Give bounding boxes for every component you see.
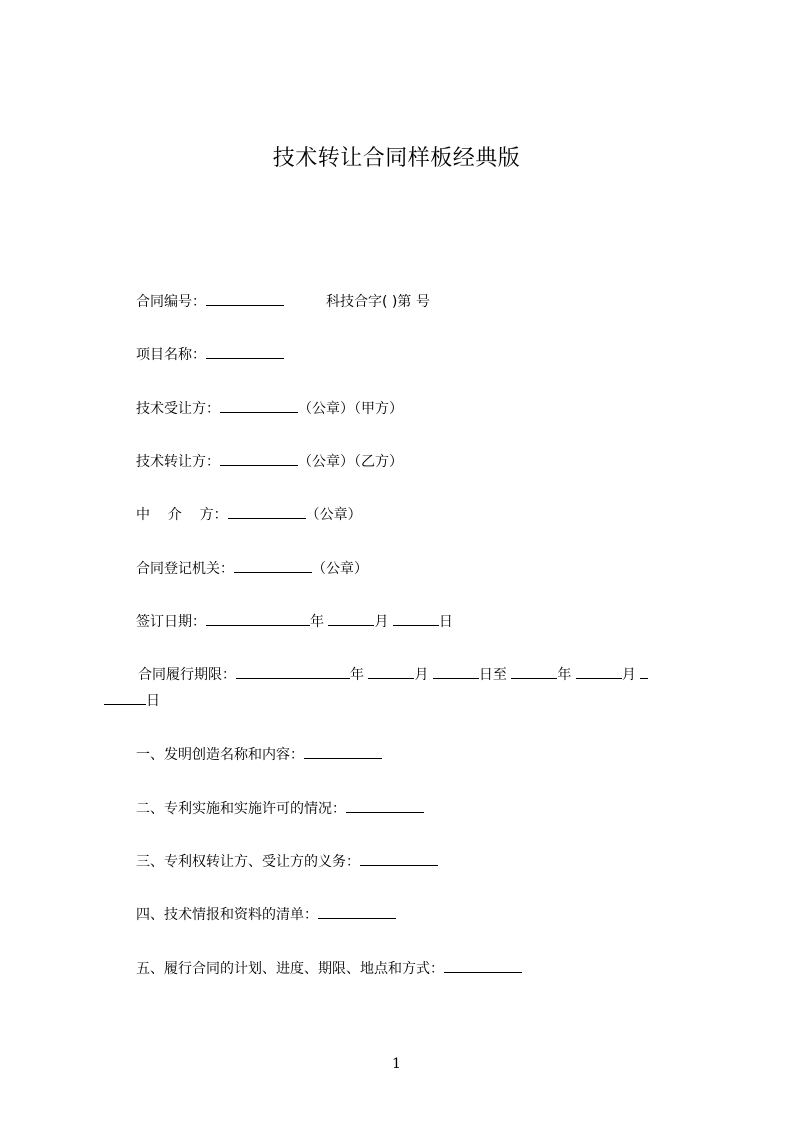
sign-date-label: 签订日期： (136, 614, 206, 630)
sign-date-line (136, 611, 453, 632)
transferee-blank (220, 398, 298, 413)
intermediary-line (136, 504, 362, 525)
section-1-label: 一、发明创造名称和内容： (136, 747, 304, 763)
contract-number-suffix: 科技合字( )第 号 (326, 294, 430, 310)
year-label: 年 (310, 614, 324, 630)
term-end-day-label: 日 (146, 693, 160, 709)
transferee-line (136, 398, 403, 419)
section-5-label: 五、履行合同的计划、进度、期限、地点和方式： (136, 961, 444, 977)
month-label: 月 (374, 614, 389, 630)
term-label: 合同履行期限： (138, 667, 236, 683)
project-name-label: 项目名称： (136, 347, 206, 363)
section-2 (136, 798, 424, 819)
section-4-blank (318, 904, 396, 919)
section-3-label: 三、专利权转让方、受让方的义务： (136, 854, 360, 870)
intermediary-label: 中 介 方： (136, 507, 228, 523)
sign-day-blank (393, 611, 439, 626)
section-4-label: 四、技术情报和资料的清单： (136, 907, 318, 923)
sign-year-blank (206, 611, 310, 626)
term-end-year-blank (511, 664, 557, 679)
intermediary-blank (228, 504, 306, 519)
contract-number-line (136, 291, 430, 312)
registry-blank (234, 558, 312, 573)
term-end-year-label: 年 (557, 667, 572, 683)
transferee-suffix: （公章）（甲方） (298, 401, 403, 417)
section-2-label: 二、专利实施和实施许可的情况： (136, 801, 346, 817)
intermediary-suffix: （公章） (305, 507, 362, 523)
term-line-continued (104, 690, 160, 711)
section-3-blank (360, 851, 438, 866)
section-5-blank (444, 958, 522, 973)
sign-month-blank (328, 611, 374, 626)
transferor-line (136, 451, 403, 472)
day-label: 日 (438, 614, 453, 630)
term-end-day-blank-start (640, 664, 648, 679)
registry-line (136, 558, 368, 579)
section-1-blank (304, 744, 382, 759)
term-year-blank (236, 664, 350, 679)
term-month-blank (368, 664, 414, 679)
contract-number-blank (206, 291, 284, 306)
transferor-label: 技术转让方： (136, 454, 220, 470)
transferee-label: 技术受让方： (136, 401, 220, 417)
term-month-label: 月 (414, 667, 429, 683)
section-4 (136, 904, 396, 925)
term-end-day-blank (104, 690, 146, 705)
document-title: 技术转让合同样板经典版 (272, 146, 521, 171)
term-day-blank (433, 664, 479, 679)
section-3 (136, 851, 438, 872)
transferor-blank (220, 451, 298, 466)
term-day-to-label: 日至 (478, 667, 507, 683)
section-2-blank (346, 798, 424, 813)
page-number: 1 (392, 1056, 401, 1072)
registry-suffix: （公章） (312, 561, 368, 577)
term-end-month-blank (576, 664, 622, 679)
contract-number-label: 合同编号： (136, 294, 206, 310)
transferor-suffix: （公章）（乙方） (298, 454, 403, 470)
project-name-line (136, 344, 284, 365)
section-5 (136, 958, 522, 979)
section-1 (136, 744, 382, 765)
project-name-blank (206, 344, 284, 359)
term-year-label: 年 (350, 667, 364, 683)
term-line (138, 664, 648, 685)
term-end-month-label: 月 (621, 667, 636, 683)
registry-label: 合同登记机关： (136, 561, 234, 577)
